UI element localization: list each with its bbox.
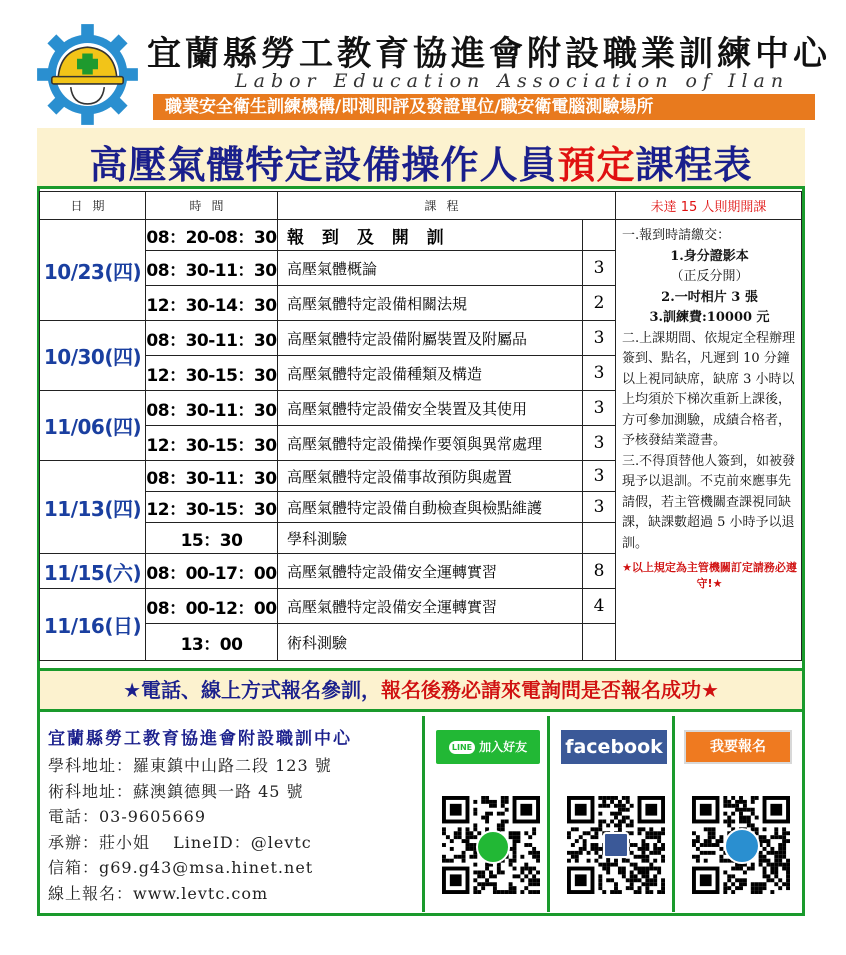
note-1c: 2.一吋相片 3 張 xyxy=(661,289,758,305)
time-cell: 08：30-11：30 xyxy=(146,461,278,492)
registration-banner: ★電話、線上方式報名參訓，報名後務必請來電詢問是否報名成功★ xyxy=(40,668,802,712)
course-cell: 學科測驗 xyxy=(278,523,583,554)
hours-cell: 3 xyxy=(583,492,616,523)
hours-cell: 8 xyxy=(583,554,616,589)
page-title: 高壓氣體特定設備操作人員預定課程表 xyxy=(89,142,753,187)
hours-cell xyxy=(583,220,616,251)
time-cell: 13：00 xyxy=(146,624,278,661)
hours-cell xyxy=(583,523,616,554)
header-note: 未達 15 人則期開課 xyxy=(616,192,802,220)
note-1a: 1.身分證影本 xyxy=(670,248,749,264)
hours-cell: 3 xyxy=(583,461,616,492)
time-cell: 08：30-11：30 xyxy=(146,391,278,426)
course-cell: 術科測驗 xyxy=(278,624,583,661)
course-cell: 高壓氣體特定設備相關法規 xyxy=(278,286,583,321)
time-cell: 12：30-15：30 xyxy=(146,356,278,391)
time-cell: 12：30-15：30 xyxy=(146,492,278,523)
title-band xyxy=(37,128,805,186)
org-name-english: Labor Education Association of Ilan xyxy=(235,70,790,92)
hours-cell: 3 xyxy=(583,391,616,426)
line-icon: LINE xyxy=(449,741,475,754)
course-cell: 高壓氣體特定設備附屬裝置及附屬品 xyxy=(278,321,583,356)
contact-line: 電話：03-9605669 xyxy=(48,807,207,826)
course-cell: 高壓氣體概論 xyxy=(278,251,583,286)
note-3: 三.不得頂替他人簽到，如被發現予以退訓。不克前來應事先請假，若主管機關查課視同缺課，缺課數超過 5 小時予以退訓。 xyxy=(622,453,796,551)
facebook-button[interactable]: facebook xyxy=(561,730,667,764)
course-cell: 高壓氣體特定設備自動檢查與檢點維護 xyxy=(278,492,583,523)
hours-cell: 3 xyxy=(583,251,616,286)
time-cell: 08：20-08：30 xyxy=(146,220,278,251)
header xyxy=(35,18,831,126)
time-cell: 08：30-11：30 xyxy=(146,321,278,356)
course-cell: 報 到 及 開 訓 xyxy=(278,220,583,251)
course-cell: 高壓氣體特定設備種類及構造 xyxy=(278,356,583,391)
hours-cell: 3 xyxy=(583,321,616,356)
contact-line: 學科地址：羅東鎮中山路二段 123 號 xyxy=(48,756,332,775)
contact-line: 線上報名：www.levtc.com xyxy=(48,883,269,903)
header-course: 課程 xyxy=(278,192,616,220)
time-cell: 12：30-15：30 xyxy=(146,426,278,461)
header-date: 日期 xyxy=(40,192,146,220)
course-cell: 高壓氣體特定設備安全運轉實習 xyxy=(278,554,583,589)
line-add-friend-button[interactable]: LINE 加入好友 xyxy=(436,730,540,764)
facebook-qr-column xyxy=(553,716,675,912)
date-cell: 10/30(四) xyxy=(40,321,146,391)
date-cell: 11/15(六) xyxy=(40,554,146,589)
org-subtitle: 職業安全衛生訓練機構/即測即評及發證單位/職安衛電腦測驗場所 xyxy=(153,94,815,120)
safety-helmet-logo-icon xyxy=(35,22,140,127)
time-cell: 12：30-14：30 xyxy=(146,286,278,321)
note-4: ★以上規定為主管機關訂定請務必遵守!★ xyxy=(622,561,797,590)
course-cell: 高壓氣體特定設備安全裝置及其使用 xyxy=(278,391,583,426)
date-cell: 11/16(日) xyxy=(40,589,146,661)
time-cell: 15：30 xyxy=(146,523,278,554)
header-time: 時間 xyxy=(146,192,278,220)
hours-cell: 3 xyxy=(583,356,616,391)
time-cell: 08：00-12：00 xyxy=(146,589,278,624)
table-row xyxy=(40,220,802,251)
org-name: 宜蘭縣勞工教育協進會附設職業訓練中心 xyxy=(147,34,831,74)
course-cell: 高壓氣體特定設備操作要領與異常處理 xyxy=(278,426,583,461)
register-qr-column xyxy=(678,716,802,912)
hours-cell: 4 xyxy=(583,589,616,624)
contact-line: 信箱：g69.g43@msa.hinet.net xyxy=(48,858,314,877)
contact-panel xyxy=(42,716,425,912)
contact-line: 承辦：莊小姐 LineID：@levtc xyxy=(48,832,312,852)
safety-helmet-logo-icon xyxy=(724,828,760,864)
note-1: 一.報到時請繳交： xyxy=(622,228,731,243)
date-cell: 11/13(四) xyxy=(40,461,146,554)
schedule-table xyxy=(39,191,802,661)
register-button[interactable]: 我要報名 xyxy=(684,730,792,764)
contact-title: 宜蘭縣勞工教育協進會附設職訓中心 xyxy=(48,729,352,749)
note-1d: 3.訓練費:10000 元 xyxy=(649,310,770,325)
date-cell: 10/23(四) xyxy=(40,220,146,321)
note-1b: （正反分開） xyxy=(670,269,749,284)
line-icon xyxy=(476,830,510,864)
hours-cell: 3 xyxy=(583,426,616,461)
time-cell: 08：00-17：00 xyxy=(146,554,278,589)
course-cell: 高壓氣體特定設備安全運轉實習 xyxy=(278,589,583,624)
notes-panel xyxy=(616,220,802,661)
date-cell: 11/06(四) xyxy=(40,391,146,461)
note-2: 二.上課期間、依規定全程辦理簽到、點名，凡遲到 10 分鐘以上視同缺席，缺席 3 小時以上均須於下梯次重新上課後，方可參加測驗，成績合格者，予核發結業證書。 xyxy=(622,330,796,448)
line-qr-column xyxy=(428,716,550,912)
hours-cell: 2 xyxy=(583,286,616,321)
course-cell: 高壓氣體特定設備事故預防與處置 xyxy=(278,461,583,492)
contact-line: 術科地址：蘇澳鎮德興一路 45 號 xyxy=(48,781,304,801)
time-cell: 08：30-11：30 xyxy=(146,251,278,286)
facebook-icon xyxy=(603,832,629,858)
hours-cell xyxy=(583,624,616,661)
